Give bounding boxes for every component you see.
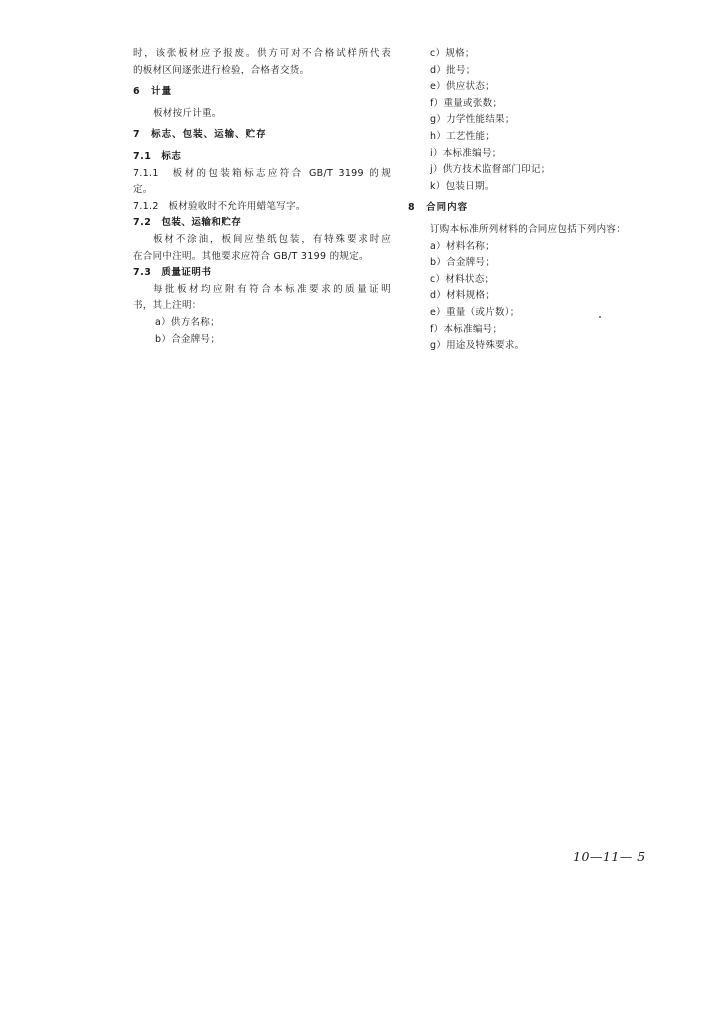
list-item: i）本标准编号； (430, 147, 502, 159)
clause-7-1-1-line: 7.1.1 板材的包装箱标志应符合 GB/T 3199 的规 (133, 167, 391, 179)
right-column (408, 46, 648, 355)
contract-list-item: d）材料规格； (430, 290, 496, 302)
section-6-heading: 6 计量 (133, 86, 173, 98)
contract-list-item: c）材料状态； (430, 273, 495, 285)
clause-7-1-heading: 7.1 标志 (133, 150, 182, 162)
section-8-intro: 订购本标准所列材料的合同应包括下列内容： (430, 223, 627, 235)
list-item: k）包装日期。 (430, 180, 495, 192)
paragraph-line: 时，该张板材应予报废。供方可对不合格试样所代表 (133, 48, 391, 59)
list-item: a）供方名称； (155, 316, 220, 328)
list-item: c）规格； (430, 48, 475, 59)
clause-7-2-line: 在合同中注明。其他要求应符合 GB/T 3199 的规定。 (133, 250, 369, 262)
list-item: j）供方技术监督部门印记； (430, 164, 551, 176)
section-7-heading: 7 标志、包装、运输、贮存 (133, 129, 267, 141)
list-item: b）合金牌号； (155, 333, 221, 345)
clause-7-3-line: 每批板材均应附有符合本标准要求的质量证明 (153, 283, 391, 295)
list-item: e）供应状态； (430, 81, 495, 93)
scan-speck (599, 316, 601, 318)
clause-7-2-line: 板材不涂油，板间应垫纸包装，有特殊要求时应 (153, 233, 391, 245)
clause-7-2-heading: 7.2 包装、运输和贮存 (133, 217, 242, 229)
section-6-text: 板材按斤计重。 (153, 107, 222, 119)
page-number: 10—11— 5 (573, 849, 646, 864)
contract-list-item: g）用途及特殊要求。 (430, 340, 525, 352)
clause-7-1-2: 7.1.2 板材验收时不允许用蜡笔写字。 (133, 200, 306, 212)
contract-list-item: e）重量（或片数）； (430, 306, 520, 318)
list-item: g）力学性能结果； (430, 114, 515, 126)
list-item: h）工艺性能； (430, 130, 496, 142)
list-item: d）批号； (430, 64, 476, 76)
paragraph-line: 的板材区间逐张进行检验，合格者交货。 (133, 64, 310, 76)
clause-7-1-1-line: 定。 (133, 184, 153, 196)
clause-7-3-line: 书，其上注明： (133, 300, 202, 312)
contract-list-item: b）合金牌号； (430, 257, 496, 269)
left-column (133, 46, 391, 348)
list-item: f）重量或张数； (430, 97, 503, 109)
contract-list-item: f）本标准编号； (430, 323, 503, 335)
clause-7-3-heading: 7.3 质量证明书 (133, 267, 212, 279)
section-8-heading: 8 合同内容 (408, 202, 469, 214)
contract-list-item: a）材料名称； (430, 240, 495, 252)
